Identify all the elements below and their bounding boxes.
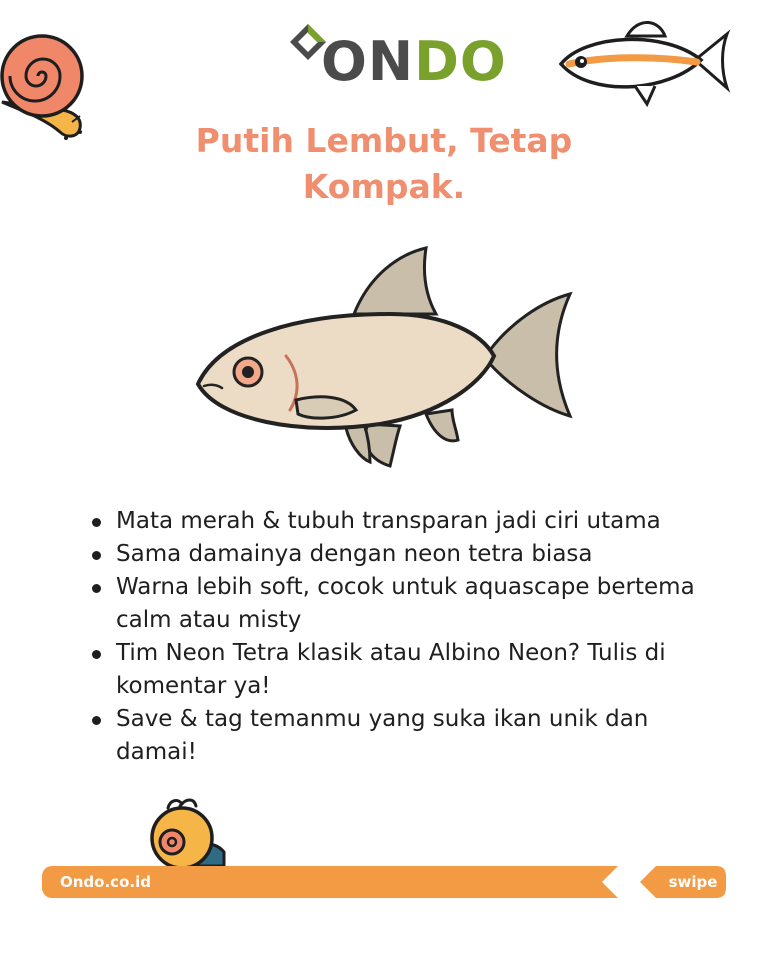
logo-text-do: DO [414, 30, 507, 93]
list-item: Sama damainya dengan neon tetra biasa [92, 538, 722, 571]
ondo-logo [288, 22, 507, 98]
logo-wordmark [321, 30, 507, 94]
small-snail-icon [140, 796, 232, 868]
feature-list [92, 505, 722, 769]
footer-bar [42, 866, 726, 898]
swipe-button[interactable]: swipe [668, 873, 718, 891]
list-item: Tim Neon Tetra klasik atau Albino Neon? Tulis di komentar ya! [92, 637, 722, 703]
footer-site-link[interactable]: Ondo.co.id [60, 873, 151, 891]
snail-icon [0, 14, 100, 144]
headline-line-1: Putih Lembut, Tetap [195, 121, 573, 160]
logo-text-on: ON [321, 30, 415, 93]
list-item: Save & tag temanmu yang suka ikan unik dan damai! [92, 703, 722, 769]
list-item: Warna lebih soft, cocok untuk aquascape bertema calm atau misty [92, 571, 722, 637]
headline [150, 118, 618, 210]
neon-tetra-fish-icon [555, 16, 735, 108]
headline-line-2: Kompak. [302, 167, 466, 206]
list-item: Mata merah & tubuh transparan jadi ciri utama [92, 505, 722, 538]
albino-fish-illustration [190, 244, 580, 474]
